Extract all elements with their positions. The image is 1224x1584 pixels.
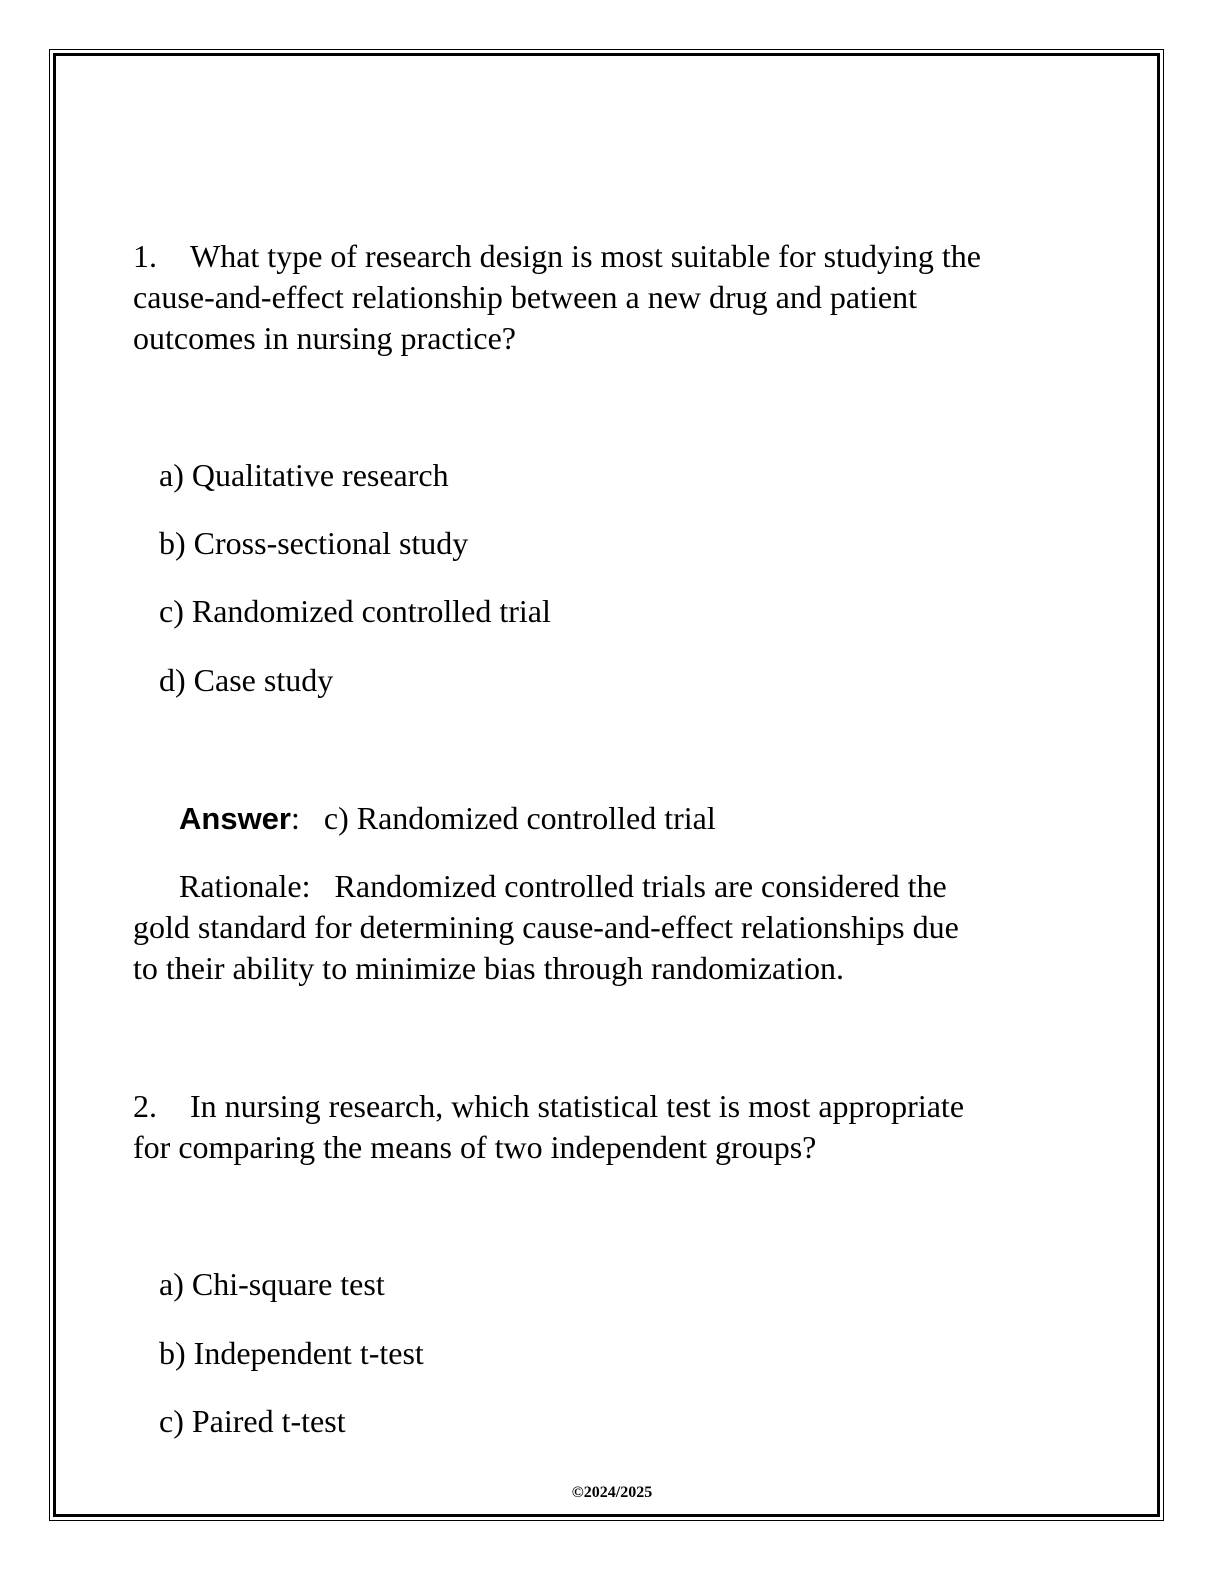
- option-a: a) Qualitative research: [159, 457, 449, 493]
- question-number: 1.: [133, 238, 157, 274]
- answer-value: c) Randomized controlled trial: [323, 800, 716, 836]
- rationale-line: gold standard for determining cause-and-effect relationships due: [133, 909, 959, 945]
- question-line: In nursing research, which statistical test is most appropriate: [190, 1088, 965, 1124]
- option-b: b) Cross-sectional study: [159, 525, 469, 561]
- rationale-label: Rationale:: [179, 868, 311, 904]
- option-d: d) Case study: [159, 662, 334, 698]
- question-line: cause-and-effect relationship between a new drug and patient: [133, 279, 917, 315]
- rationale-line: Randomized controlled trials are considered the: [334, 868, 947, 904]
- copyright-footer: ©2024/2025: [571, 1484, 653, 1501]
- question-line: outcomes in nursing practice?: [133, 320, 516, 356]
- question-2-text: [133, 1086, 964, 1168]
- question-number: 2.: [133, 1088, 157, 1124]
- answer-line: [179, 798, 716, 839]
- question-1-text: [133, 236, 981, 359]
- question-line: What type of research design is most suitable for studying the: [190, 238, 981, 274]
- option-c: c) Randomized controlled trial: [159, 593, 551, 629]
- question-line: for comparing the means of two independent groups?: [133, 1129, 817, 1165]
- option-b: b) Independent t-test: [159, 1335, 424, 1371]
- answer-colon: :: [290, 800, 300, 836]
- rationale: [133, 866, 959, 989]
- option-a: a) Chi-square test: [159, 1266, 385, 1302]
- rationale-line: to their ability to minimize bias through randomization.: [133, 950, 844, 986]
- answer-label: Answer: [179, 801, 291, 836]
- option-c: c) Paired t-test: [159, 1403, 346, 1439]
